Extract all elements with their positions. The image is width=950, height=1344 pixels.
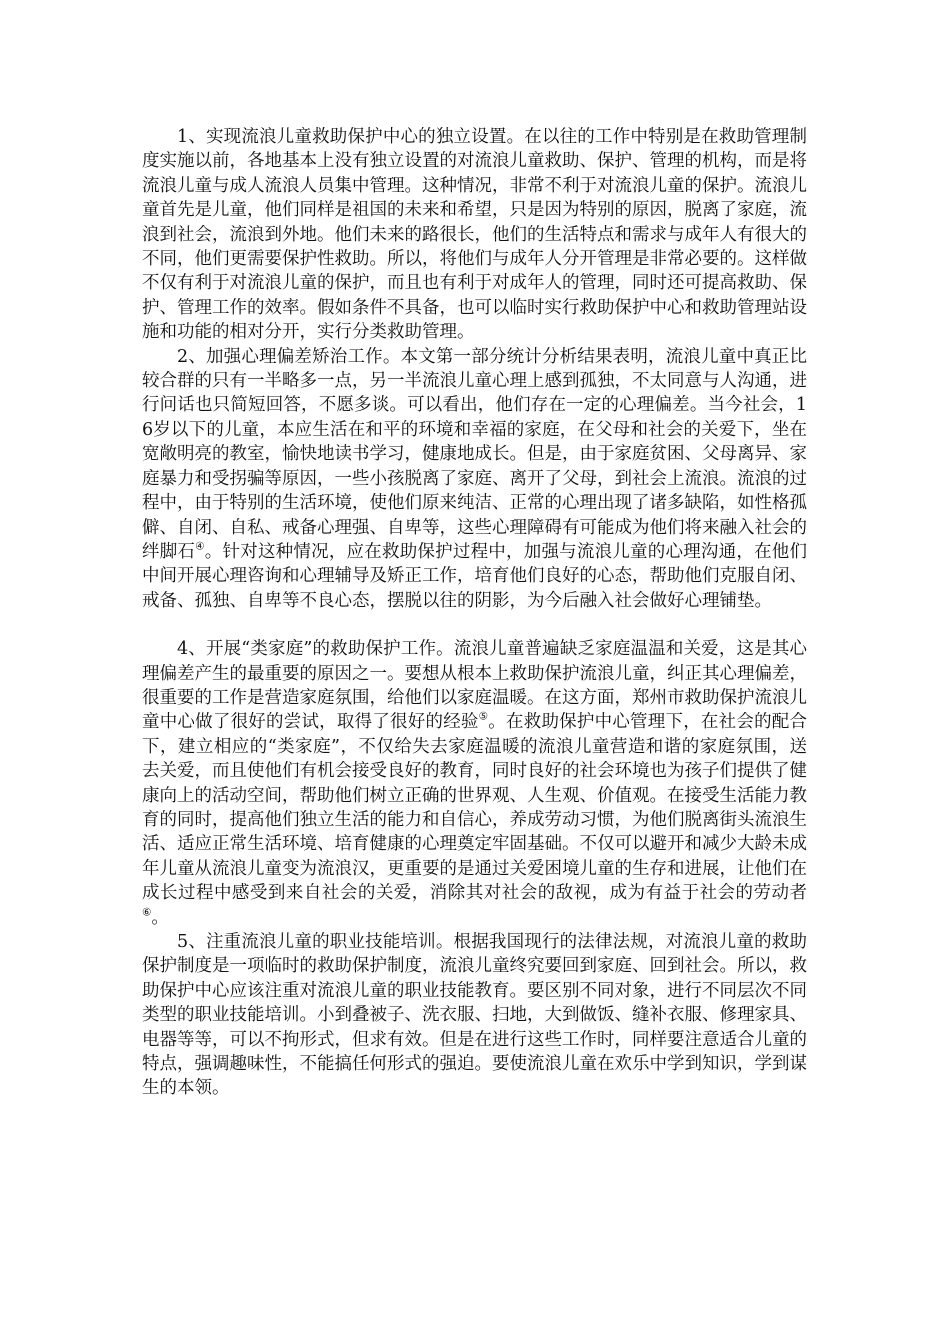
paragraph-1: 1、实现流浪儿童救助保护中心的独立设置。在以往的工作中特别是在救助管理制度实施以前，各地基本上没有独立设置的对流浪儿童救助、保护、管理的机构，而是将流浪儿童与成人流浪人员集中管理。这种情况，非常不利于对流浪儿童的保护。流浪儿童首先是儿童，他们同样是祖国的未来和希望，只是因为特别的原因，脱离了家庭，流浪到社会，流浪到外地。他们未来的路很长，他们的生活特点和需求与成年人有很大的不同，他们更需要保护性救助。所以，将他们与成年人分开管理是非常必要的。这样做不仅有利于对流浪儿童的保护，而且也有利于对成年人的管理，同时还可提高救助、保护、管理工作的效率。假如条件不具备，也可以临时实行救助保护中心和救助管理站设施和功能的相对分开，实行分类救助管理。 bbox=[142, 127, 807, 343]
paragraph-2-text-b: 。针对这种情况，应在救助保护过程中，加强与流浪儿童的心理沟通，在他们中间开展心理咨询和心理辅导及矫正工作，培育他们良好的心态，帮助他们克服自闭、戒备、孤独、自卑等不良心态，摆脱以往的阴影，为今后融入社会做好心理铺垫。 bbox=[142, 541, 807, 611]
paragraph-5: 5、注重流浪儿童的职业技能培训。根据我国现行的法律法规，对流浪儿童的救助保护制度是一项临时的救助保护制度，流浪儿童终究要回到家庭、回到社会。所以，救助保护中心应该注重对流浪儿童的职业技能教育。要区别不同对象，进行不同层次不同类型的职业技能培训。小到叠被子、洗衣服、扫地，大到做饭、缝补衣服、修理家具、电器等等，可以不拘形式，但求有效。但是在进行这些工作时，同样要注意适合儿童的特点，强调趣味性，不能搞任何形式的强迫。要使流浪儿童在欢乐中学到知识，学到谋生的本领。 bbox=[142, 932, 807, 1099]
blank-line bbox=[142, 613, 807, 637]
footnote-marker-6: ⑥ bbox=[142, 906, 152, 919]
paragraph-4-text-b: 。在救助保护中心管理下，在社会的配合下，建立相应的“类家庭”，不仅给失去家庭温暖的流浪儿童营造和谐的家庭氛围，送去关爱，而且使他们有机会接受良好的教育，同时良好的社会环境也为孩子们提供了健康向上的活动空间，帮助他们树立正确的世界观、人生观、价值观。在接受生活能力教育的同时，提高他们独立生活的能力和自信心，养成劳动习惯，为他们脱离街头流浪生活、适应正常生活环境、培育健康的心理奠定牢固基础。不仅可以避开和减少大龄未成年儿童从流浪儿童变为流浪汉，更重要的是通过关爱困境儿童的生存和进展，让他们在成长过程中感受到来自社会的关爱，消除其对社会的敌视，成为有益于社会的劳动者 bbox=[142, 712, 808, 904]
paragraph-2-text-a: 2、加强心理偏差矫治工作。本文第一部分统计分析结果表明，流浪儿童中真正比较合群的只有一半略多一点，另一半流浪儿童心理上感到孤独，不太同意与人沟通，进行问话也只简短回答，不愿多谈。可以看出，他们存在一定的心理偏差。当今社会，16岁以下的儿童，本应生活在和平的环境和幸福的家庭，在父母和社会的关爱下，坐在宽敞明亮的教室，愉快地读书学习，健康地成长。但是，由于家庭贫困、父母离异、家庭暴力和受拐骗等原因，一些小孩脱离了家庭、离开了父母，到社会上流浪。流浪的过程中，由于特别的生活环境，使他们原来纯洁、正常的心理出现了诸多缺陷，如性格孤僻、自闭、自私、戒备心理强、自卑等，这些心理障碍有可能成为他们将来融入社会的绊脚石 bbox=[142, 346, 807, 562]
paragraph-4-text-c: 。 bbox=[151, 907, 169, 928]
paragraph-4-text-a: 4、开展“类家庭”的救助保护工作。流浪儿童普遍缺乏家庭温温和关爱，这是其心理偏差产生的最重要的原因之一。要想从根本上救助保护流浪儿童，纠正其心理偏差，很重要的工作是营造家庭氛围，给他们以家庭温暖。在这方面，郑州市救助保护流浪儿童中心做了很好的尝试，取得了很好的经验 bbox=[142, 639, 807, 733]
footnote-marker-5: ⑤ bbox=[478, 711, 489, 723]
paragraph-4 bbox=[142, 637, 807, 930]
footnote-marker-4: ④ bbox=[195, 540, 205, 553]
document-page bbox=[142, 125, 807, 1101]
paragraph-2 bbox=[142, 345, 807, 613]
